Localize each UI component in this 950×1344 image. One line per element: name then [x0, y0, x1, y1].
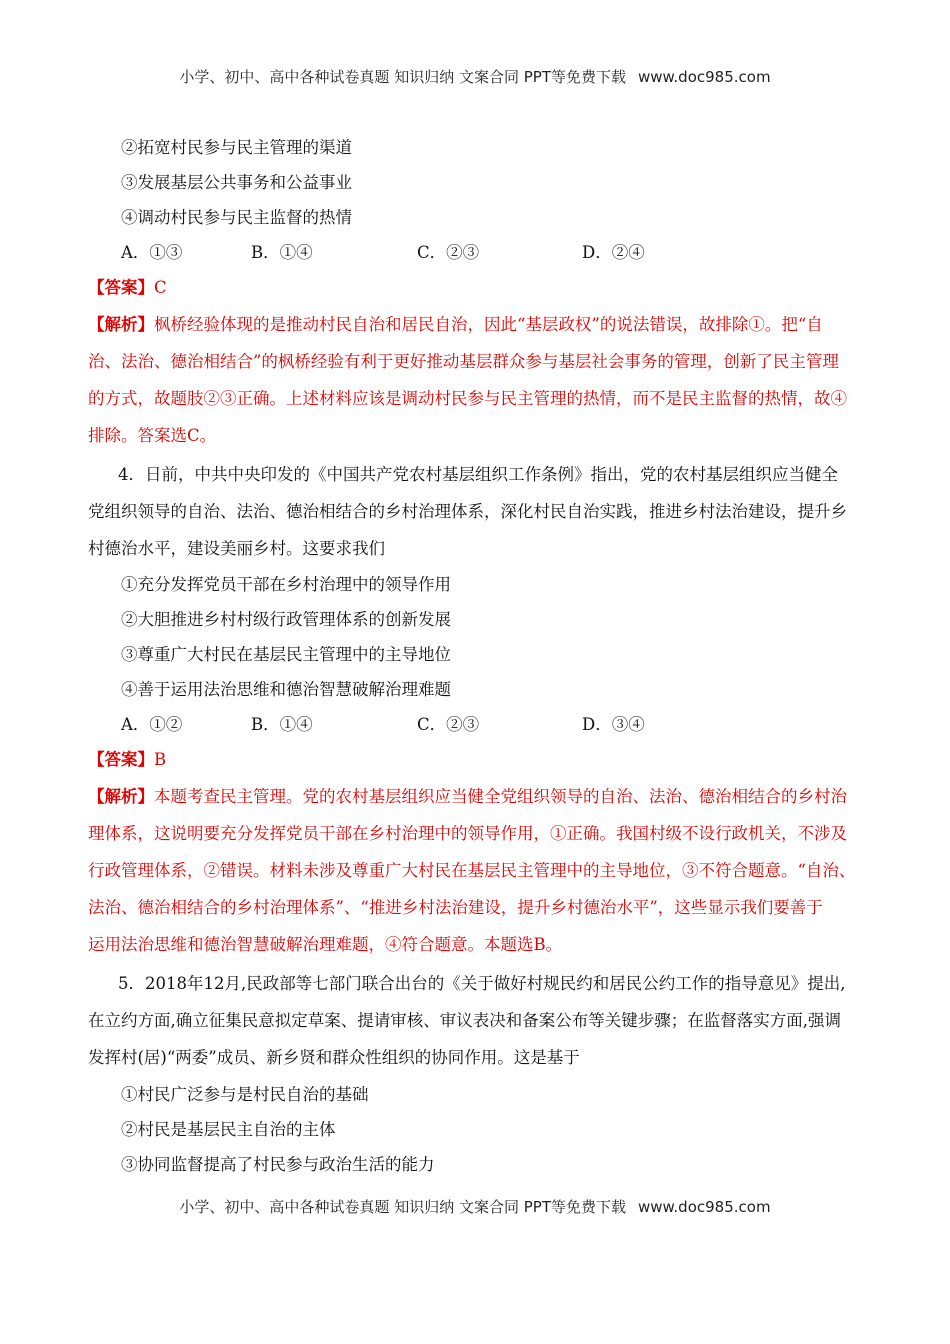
q4-option-4: ④善于运用法治思维和德治智慧破解治理难题	[121, 680, 451, 699]
q4-analysis-line-3: 行政管理体系，②错误。材料未涉及尊重广大村民在基层民主管理中的主导地位，③不符合题意。“自治、	[88, 861, 856, 880]
q4-choice-c: C．②③	[417, 715, 480, 734]
q4-answer-value: B	[154, 750, 167, 769]
q4-stem-line-3: 村德治水平，建设美丽乡村。这要求我们	[88, 539, 385, 558]
q3-analysis-line-4: 排除。答案选C。	[88, 426, 217, 445]
header-banner	[0, 66, 950, 87]
q3-analysis-line-2: 治、法治、德治相结合”的枫桥经验有利于更好推动基层群众参与基层社会事务的管理，创新了民主管理	[88, 352, 839, 371]
q3-option-2: ②拓宽村民参与民主管理的渠道	[121, 138, 352, 157]
footer-banner-url[interactable]: www.doc985.com	[637, 1198, 771, 1216]
q5-stem-line-3: 发挥村(居)“两委”成员、新乡贤和群众性组织的协同作用。这是基于	[88, 1048, 580, 1067]
q4-answer-tag: 【答案】	[88, 750, 154, 769]
q4-option-1: ①充分发挥党员干部在乡村治理中的领导作用	[121, 575, 451, 594]
q3-choices	[121, 241, 721, 265]
q4-analysis-tag: 【解析】	[88, 787, 154, 806]
q3-choice-d: D．②④	[582, 243, 645, 262]
q4-option-2: ②大胆推进乡村村级行政管理体系的创新发展	[121, 610, 451, 629]
q4-analysis-line-1: 【解析】本题考查民主管理。党的农村基层组织应当健全党组织领导的自治、法治、德治相结合的乡村治	[88, 787, 847, 806]
q3-analysis-tag: 【解析】	[88, 315, 154, 334]
q4-analysis-line-4: 法治、德治相结合的乡村治理体系”、“推进乡村法治建设，提升乡村德治水平”，这些显示我们要善于	[88, 898, 823, 917]
q4-choice-d: D．③④	[582, 715, 645, 734]
q3-analysis-line-1: 【解析】枫桥经验体现的是推动村民自治和居民自治，因此“基层政权”的说法错误，故排除①。把“自	[88, 315, 823, 334]
q4-analysis-line-2: 理体系，这说明要充分发挥党员干部在乡村治理中的领导作用，①正确。我国村级不设行政机关，不涉及	[88, 824, 847, 843]
q3-choice-c: C．②③	[417, 243, 480, 262]
q4-stem-line-2: 党组织领导的自治、法治、德治相结合的乡村治理体系，深化村民自治实践，推进乡村法治建设，提升乡	[88, 502, 847, 521]
q5-stem-line-1: 5．2018年12月,民政部等七部门联合出台的《关于做好村规民约和居民公约工作的指导意见》提出,	[118, 974, 846, 993]
q4-choices	[121, 713, 721, 737]
q3-option-4: ④调动村民参与民主监督的热情	[121, 208, 352, 227]
q4-choice-b: B．①④	[251, 715, 313, 734]
q3-choice-b: B．①④	[251, 243, 313, 262]
q3-answer-tag: 【答案】	[88, 278, 154, 297]
footer-banner	[0, 1196, 950, 1217]
banner-text: 小学、初中、高中各种试卷真题 知识归纳 文案合同 PPT等免费下载	[179, 68, 626, 86]
q4-analysis-line-5: 运用法治思维和德治智慧破解治理难题，④符合题意。本题选B。	[88, 935, 563, 954]
q3-option-3: ③发展基层公共事务和公益事业	[121, 173, 352, 192]
q3-answer-value: C	[154, 278, 167, 297]
q4-choice-a: A．①②	[121, 715, 183, 734]
q3-analysis-line-3: 的方式，故题肢②③正确。上述材料应该是调动村民参与民主管理的热情，而不是民主监督的热情，故④	[88, 389, 847, 408]
q5-option-1: ①村民广泛参与是村民自治的基础	[121, 1085, 369, 1104]
q4-stem-line-1: 4．日前，中共中央印发的《中国共产党农村基层组织工作条例》指出，党的农村基层组织应当健全	[118, 465, 838, 484]
banner-url[interactable]: www.doc985.com	[637, 68, 771, 86]
q4-answer	[88, 748, 166, 772]
q4-option-3: ③尊重广大村民在基层民主管理中的主导地位	[121, 645, 451, 664]
q5-stem-line-2: 在立约方面,确立征集民意拟定草案、提请审核、审议表决和备案公布等关键步骤；在监督落实方面,强调	[88, 1011, 841, 1030]
q5-option-2: ②村民是基层民主自治的主体	[121, 1120, 336, 1139]
q3-answer	[88, 276, 167, 300]
footer-banner-text: 小学、初中、高中各种试卷真题 知识归纳 文案合同 PPT等免费下载	[179, 1198, 626, 1216]
q5-option-3: ③协同监督提高了村民参与政治生活的能力	[121, 1155, 435, 1174]
q3-choice-a: A．①③	[121, 243, 183, 262]
